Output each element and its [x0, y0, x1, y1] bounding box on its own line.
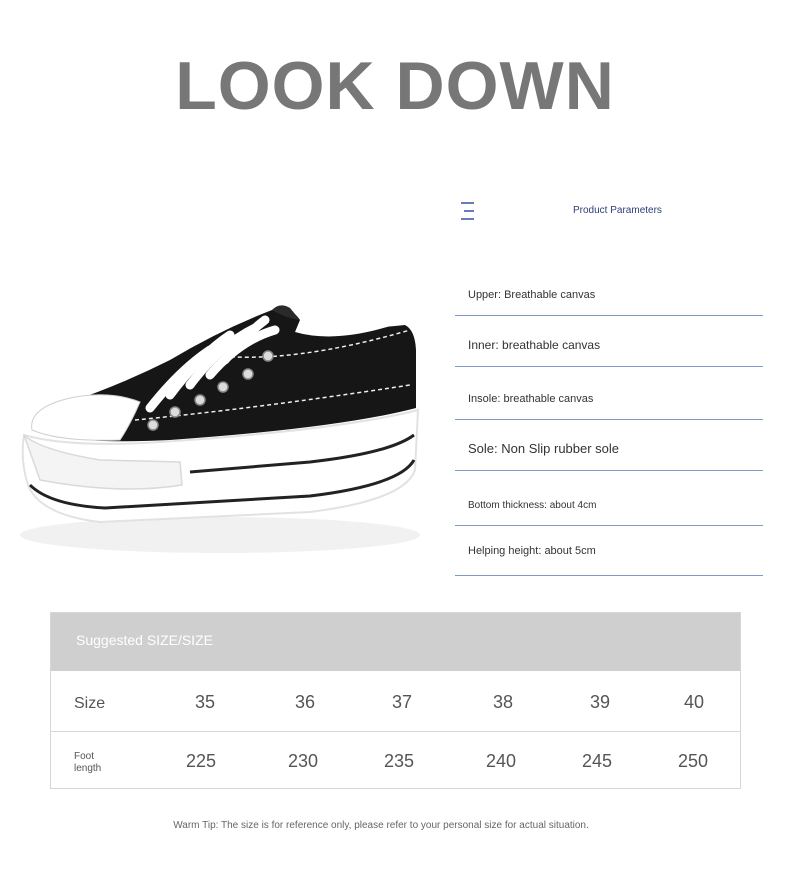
param-upper-text: Upper: Breathable canvas [468, 289, 596, 301]
canvas-sneaker-image [10, 290, 430, 590]
foot-label-line1: Foot [74, 751, 95, 762]
menu-icon [458, 201, 480, 223]
param-sole-text: Sole: Non Slip rubber sole [468, 441, 620, 456]
param-bottom-thickness-text: Bottom thickness: about 4cm [468, 500, 597, 511]
size-cell: 37 [391, 692, 413, 712]
size-cell: 38 [492, 692, 514, 712]
foot-length-cell: 225 [185, 751, 217, 771]
param-insole [455, 367, 763, 420]
warm-tip: Warm Tip: The size is for reference only, please refer to your personal size for actual situation. [173, 820, 589, 831]
size-cell: 40 [683, 692, 705, 712]
param-helping-height-text: Helping height: about 5cm [468, 545, 596, 557]
size-chart [50, 612, 741, 789]
foot-label-line2: length [74, 763, 102, 774]
foot-length-row [51, 732, 740, 790]
page-headline: LOOK DOWN [175, 48, 615, 124]
size-row [51, 673, 740, 732]
size-chart-header [51, 613, 740, 671]
foot-length-cell: 245 [581, 751, 613, 771]
param-inner [455, 316, 763, 367]
product-parameters-title: Product Parameters [573, 205, 662, 216]
foot-length-cell: 230 [287, 751, 319, 771]
param-bottom-thickness [455, 471, 763, 526]
param-inner-text: Inner: breathable canvas [468, 338, 601, 352]
param-insole-text: Insole: breathable canvas [468, 393, 594, 405]
foot-length-cell: 250 [677, 751, 709, 771]
param-upper [455, 270, 763, 316]
foot-length-row-label [74, 751, 124, 775]
foot-length-cell: 240 [485, 751, 517, 771]
foot-length-cell: 235 [383, 751, 415, 771]
size-chart-title: Suggested SIZE/SIZE [76, 632, 213, 648]
param-sole [455, 420, 763, 471]
size-cell: 35 [194, 692, 216, 712]
size-row-label: Size [74, 695, 106, 712]
size-cell: 36 [294, 692, 316, 712]
size-cell: 39 [589, 692, 611, 712]
param-helping-height [455, 526, 763, 576]
